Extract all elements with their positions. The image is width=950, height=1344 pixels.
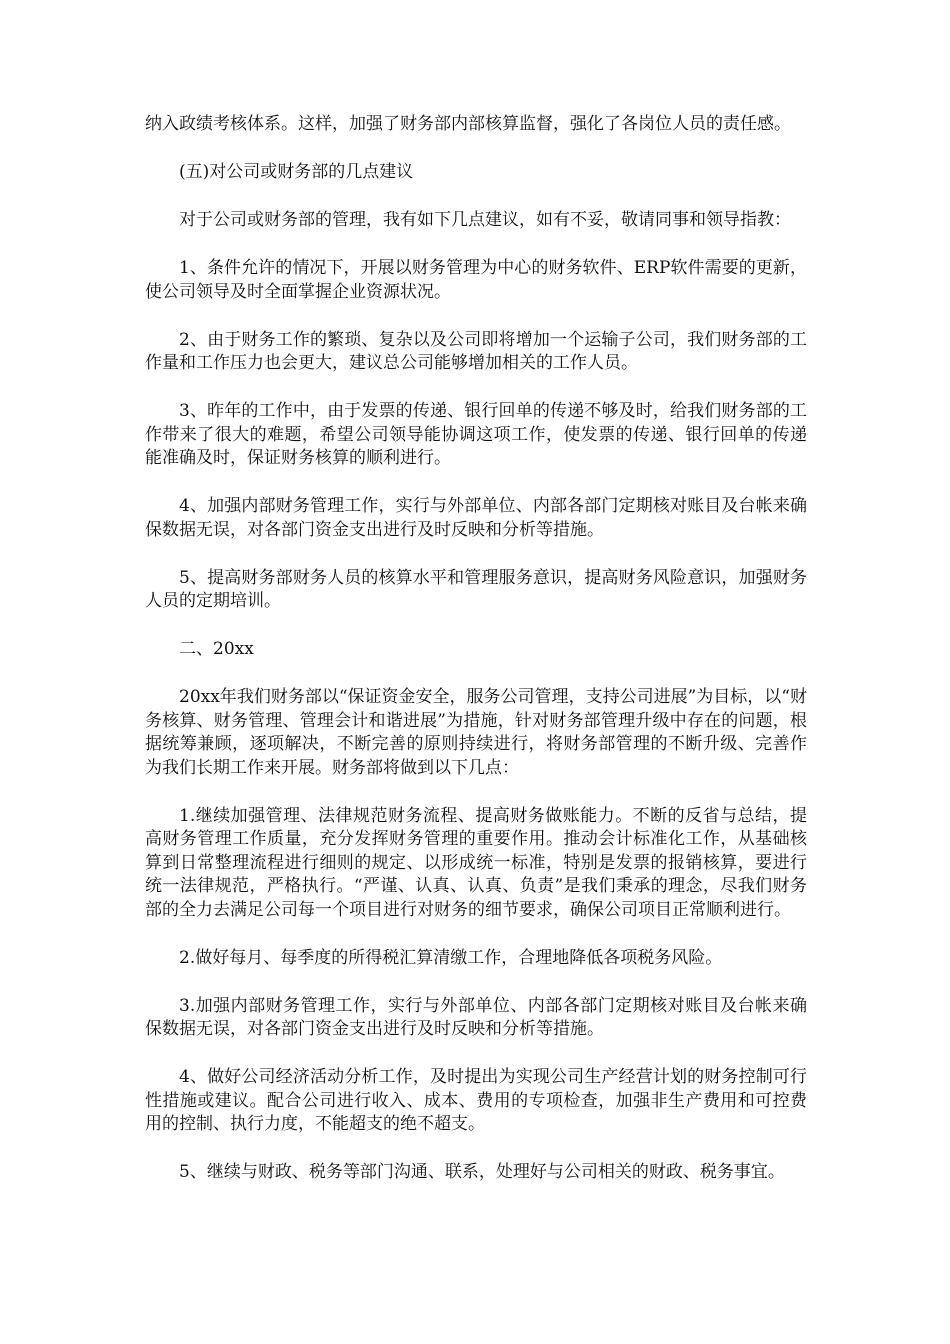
paragraph-continuation: 纳入政绩考核体系。这样，加强了财务部内部核算监督，强化了各岗位人员的责任感。: [145, 114, 791, 134]
document-body: [145, 113, 807, 1209]
suggestion-item-2: 2、由于财务工作的繁琐、复杂以及公司即将增加一个运输子公司，我们财务部的工作量和工作压力也会更大，建议总公司能够增加相关的工作人员。: [145, 329, 807, 373]
paragraph-intro: 对于公司或财务部的管理，我有如下几点建议，如有不妥，敬请同事和领导指教：: [179, 210, 791, 230]
paragraph-goals: 20xx年我们财务部以“保证资金安全，服务公司管理，支持公司进展”为目标，以“财务核算、财务管理、管理会计和谐进展”为措施，针对财务部管理升级中存在的问题，根据统筹兼顾，逐项解决，不断完善的原则持续进行，将财务部管理的不断升级、完善作为我们长期工作来开展。财务部将做到以下几点：: [145, 687, 807, 778]
section-heading-two: 二、20xx: [179, 639, 254, 659]
section-heading-suggestions: (五)对公司或财务部的几点建议: [179, 162, 414, 182]
suggestion-item-4: 4、加强内部财务管理工作，实行与外部单位、内部各部门定期核对账目及台帐来确保数据无误，对各部门资金支出进行及时反映和分析等措施。: [145, 496, 807, 540]
plan-item-4: 4、做好公司经济活动分析工作，及时提出为实现公司生产经营计划的财务控制可行性措施或建议。配合公司进行收入、成本、费用的专项检查，加强非生产费用和可控费用的控制、执行力度，不能超支的绝不超支。: [145, 1067, 807, 1134]
suggestion-item-5: 5、提高财务部财务人员的核算水平和管理服务意识，提高财务风险意识，加强财务人员的定期培训。: [145, 567, 807, 611]
suggestion-item-3: 3、昨年的工作中，由于发票的传递、银行回单的传递不够及时，给我们财务部的工作带来了很大的难题，希望公司领导能协调这项工作，使发票的传递、银行回单的传递能准确及时，保证财务核算的顺利进行。: [145, 401, 807, 468]
suggestion-item-1: 1、条件允许的情况下，开展以财务管理为中心的财务软件、ERP软件需要的更新，使公司领导及时全面掌握企业资源状况。: [145, 258, 807, 302]
plan-item-1: 1.继续加强管理、法律规范财务流程、提高财务做账能力。不断的反省与总结，提高财务管理工作质量，充分发挥财务管理的重要作用。推动会计标准化工作，从基础核算到日常整理流程进行细则的规定、以形成统一标准，特别是发票的报销核算，要进行统一法律规范，严格执行。“严谨、认真、认真、负责”是我们秉承的理念，尽我们财务部的全力去满足公司每一个项目进行对财务的细节要求，确保公司项目正常顺利进行。: [145, 805, 807, 920]
plan-item-5: 5、继续与财政、税务等部门沟通、联系，处理好与公司相关的财政、税务事宜。: [179, 1162, 785, 1182]
plan-item-3: 3.加强内部财务管理工作，实行与外部单位、内部各部门定期核对账目及台帐来确保数据无误，对各部门资金支出进行及时反映和分析等措施。: [145, 995, 807, 1039]
plan-item-2: 2.做好每月、每季度的所得税汇算清缴工作，合理地降低各项税务风险。: [179, 947, 723, 968]
